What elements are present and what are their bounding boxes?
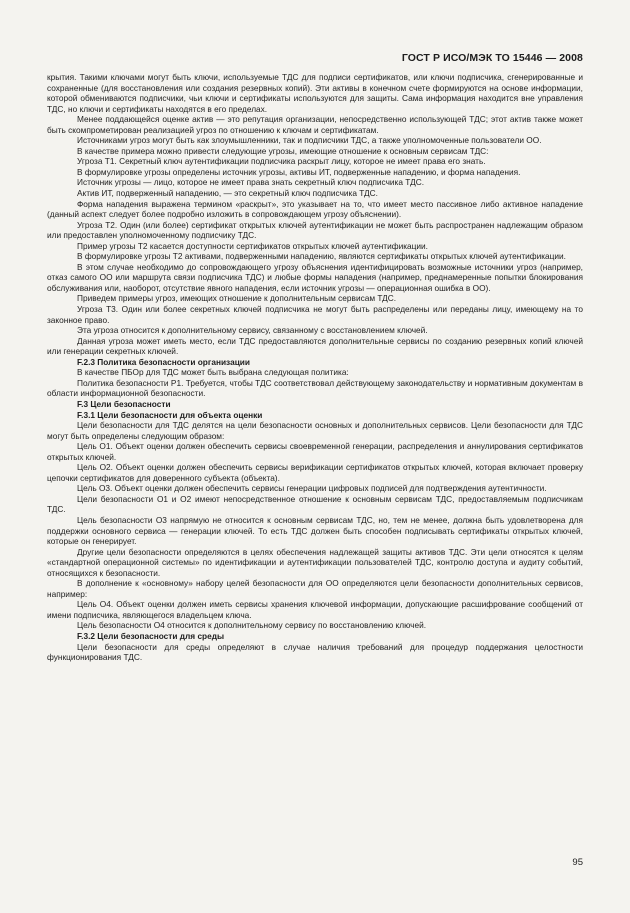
- paragraph: В формулировке угрозы Т2 активами, подверженными нападению, являются сертификаты открытых ключей аутентификации.: [77, 251, 566, 262]
- paragraph: Цели безопасности для ТДС делятся на цели безопасности основных и дополнительных сервисов. Цели безопасности для ТДС могут быть определены следующим образом:: [47, 420, 583, 441]
- paragraph: Данная угроза может иметь место, если ТДС предоставляются дополнительные сервисы по созданию резервных копий ключей или генерации секретных ключей.: [47, 335, 583, 357]
- paragraph: Другие цели безопасности определяются в целях обеспечения надлежащей защиты активов ТДС. Эти цели относятся к целям «стандартной операционной системы» по идентификации и аутентификации пользователей ТДС, контролю доступа и аудиту событий, относящихся к безопасности.: [47, 546, 583, 578]
- paragraph: В качестве примера можно привести следующие угрозы, имеющие отношение к основным сервисам ТДС:: [77, 145, 489, 156]
- paragraph: Угроза Т2. Один (или более) сертификат открытых ключей аутентификации не может быть распространен надлежащим образом или предоставлен уполномоченному подписчику ТДС.: [47, 219, 583, 241]
- section-heading: F.3.1 Цели безопасности для объекта оценки: [77, 409, 263, 420]
- paragraph: Цель безопасности О3 напрямую не относится к основным сервисам ТДС, но, тем не менее, должна быть удовлетворена для поддержки основного сервиса — генерации ключей. То есть ТДС должен быть способен подписывать сертификаты открытых ключей, которые он генерирует.: [47, 514, 583, 547]
- paragraph: Цель безопасности О4 относится к дополнительному сервису по восстановлению ключей.: [77, 620, 427, 631]
- paragraph: Форма нападения выражена термином «раскрыт», это указывает на то, что имеет место пассивное либо активное нападение (данный аспект следует более подробно изложить в сопровождающем угрозу объяснении).: [47, 198, 583, 220]
- paragraph: Угроза Т3. Один или более секретных ключей подписчика не могут быть распределены или переданы лицу, имеющему на то законное право.: [47, 304, 583, 325]
- document-header: ГОСТ Р ИСО/МЭК ТО 15446 — 2008: [401, 52, 583, 64]
- paragraph: Актив ИТ, подверженный нападению, — это секретный ключ подписчика ТДС.: [77, 188, 378, 199]
- paragraph: Пример угрозы Т2 касается доступности сертификатов открытых ключей аутентификации.: [77, 240, 428, 251]
- paragraph: Цель О3. Объект оценки должен обеспечить сервисы генерации цифровых подписей для подтверждения аутентичности.: [77, 483, 547, 494]
- paragraph: Менее поддающейся оценке актив — это репутация организации, непосредственно использующей ТДС; этот актив также может быть скомпрометирован реализацией угроз по отношению к ключам и сертификатам.: [47, 114, 583, 135]
- paragraph: Цель О4. Объект оценки должен иметь сервисы хранения ключевой информации, допускающие расшифрование сообщений от имени подписчика, являющегося владельцем ключа.: [47, 599, 583, 620]
- paragraph: Эта угроза относится к дополнительному сервису, связанному с восстановлением ключей.: [77, 325, 428, 336]
- paragraph: Цели безопасности для среды определяют в случае наличия требований для процедур поддержания целостности функционирования ТДС.: [47, 641, 583, 663]
- paragraph: крытия. Такими ключами могут быть ключи, используемые ТДС для подписи сертификатов, или ключи подписчика, сгенерированные и сохраненные (для восстановления или создания резервных копий). Эти активы в конечном счете формируются на основе информации, которой обмениваются подписчики, чьи ключи и сертификаты используются для защиты. Сама информация находится вне управления ТДС, но ключи и сертификаты находятся в его пределах.: [47, 72, 583, 114]
- section-heading: F.2.3 Политика безопасности организации: [77, 356, 250, 367]
- page-number: 95: [572, 857, 583, 868]
- paragraph: В дополнение к «основному» набору целей безопасности для ОО определяются цели безопасности дополнительных сервисов, например:: [47, 578, 583, 599]
- paragraph: В качестве ПБОр для ТДС может быть выбрана следующая политика:: [77, 367, 349, 378]
- paragraph: Цель О2. Объект оценки должен обеспечить сервисы верификации сертификатов открытых ключей, которая включает проверку цепочки сертификатов для доверенного субъекта (объекта).: [47, 462, 583, 483]
- paragraph: Цель О1. Объект оценки должен обеспечить сервисы своевременной генерации, распределения и аннулирования сертификатов открытых ключей.: [47, 441, 583, 462]
- paragraph: В формулировке угрозы определены источник угрозы, активы ИТ, подверженные нападению, и форма нападения.: [77, 166, 521, 177]
- document-body: [47, 72, 583, 663]
- paragraph: Источник угрозы — лицо, которое не имеет права знать секретный ключ подписчика ТДС.: [77, 177, 425, 188]
- paragraph: Угроза Т1. Секретный ключ аутентификации подписчика раскрыт лицу, которое не имеет права его знать.: [77, 156, 486, 167]
- paragraph: Приведем примеры угроз, имеющих отношение к дополнительным сервисам ТДС.: [77, 293, 397, 304]
- paragraph: Цели безопасности О1 и О2 имеют непосредственное отношение к основным сервисам ТДС, предоставляемым подписчикам ТДС.: [47, 493, 583, 515]
- paragraph: Политика безопасности Р1. Требуется, чтобы ТДС соответствовал действующему законодательству и нормативным документам в области информационной безопасности.: [47, 377, 583, 399]
- paragraph: Источниками угроз могут быть как злоумышленники, так и подписчики ТДС, а также уполномоченные пользователи ОО.: [77, 135, 542, 146]
- section-heading: F.3.2 Цели безопасности для среды: [77, 630, 225, 641]
- section-heading: F.3 Цели безопасности: [77, 398, 171, 409]
- paragraph: В этом случае необходимо до сопровождающего угрозу объяснения идентифицировать возможные источники угроз (например, отказ самого ОО или маршрута связи подписчика ТДС) и любые формы нападения (например, преднамеренные попытки блокирования обслуживания или, наоборот, отсутствие явного нападения, если источник угрозы — операционная ошибка в ОО).: [47, 261, 583, 293]
